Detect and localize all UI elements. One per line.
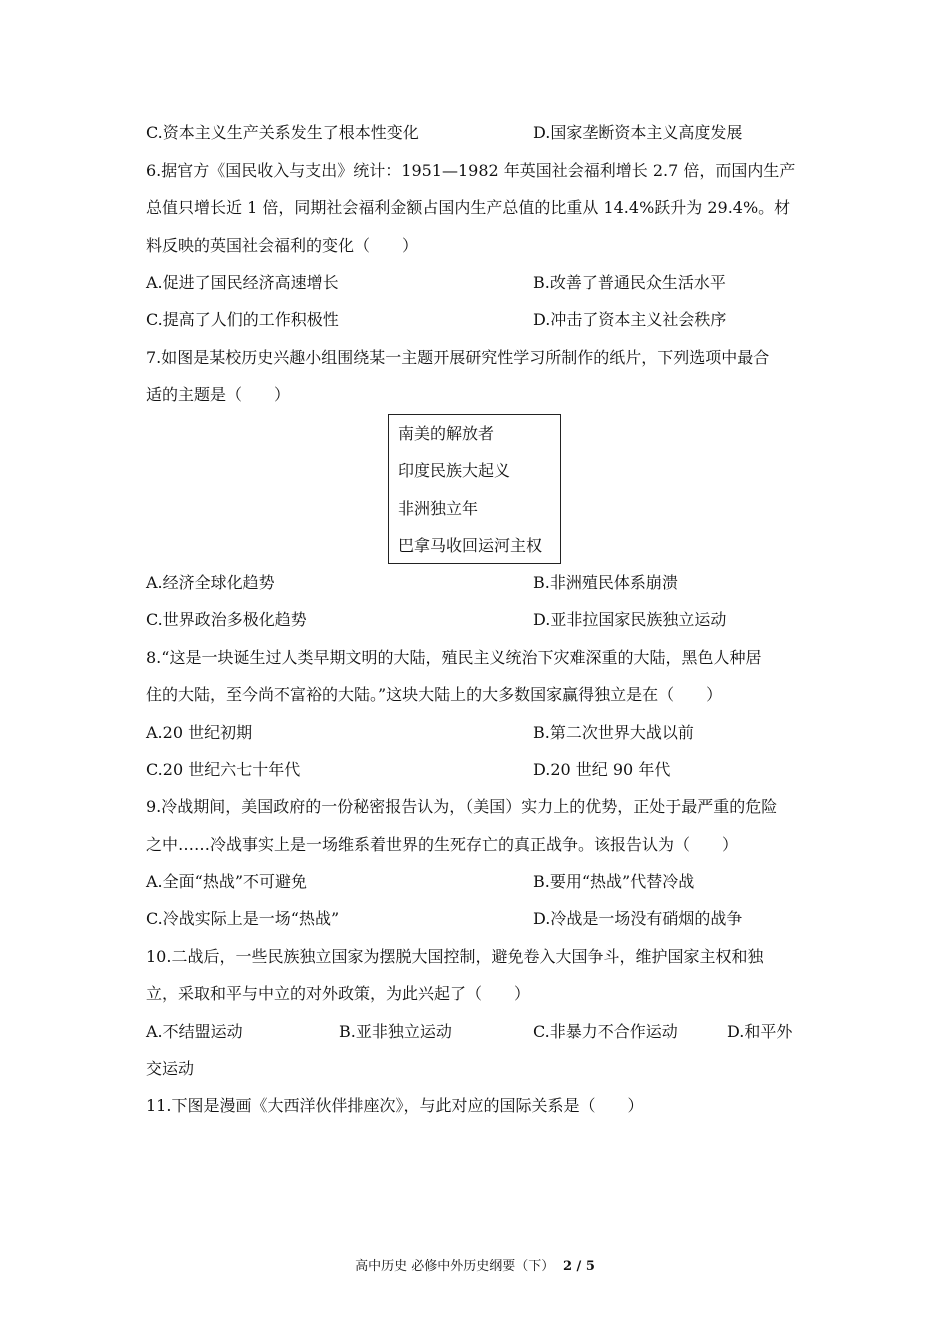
q7-card-item: 巴拿马收回运河主权 — [398, 536, 543, 555]
q8-option-a: A.20 世纪初期 — [146, 723, 253, 742]
q6-option-b: B.改善了普通民众生活水平 — [533, 273, 726, 292]
q10-stem-line-1: 10.二战后，一些民族独立国家为摆脱大国控制，避免卷入大国争斗，维护国家主权和独 — [146, 947, 764, 966]
footer-page-separator: / — [576, 1259, 582, 1274]
q7-option-b: B.非洲殖民体系崩溃 — [533, 573, 678, 592]
footer-page-number: 2 — [562, 1259, 572, 1274]
q5-option-c: C.资本主义生产关系发生了根本性变化 — [146, 123, 419, 142]
q9-stem-line-1: 9.冷战期间，美国政府的一份秘密报告认为，（美国）实力上的优势，正处于最严重的危险 — [146, 797, 778, 816]
q7-option-a: A.经济全球化趋势 — [146, 573, 275, 592]
q10-option-d-continued: 交运动 — [146, 1059, 195, 1078]
q8-option-d: D.20 世纪 90 年代 — [533, 760, 671, 779]
q7-card-item: 印度民族大起义 — [398, 461, 511, 480]
q5-option-d: D.国家垄断资本主义高度发展 — [533, 123, 743, 142]
q6-option-c: C.提高了人们的工作积极性 — [146, 310, 339, 329]
q10-option-c: C.非暴力不合作运动 — [533, 1022, 678, 1041]
q11-stem-line-1: 11.下图是漫画《大西洋伙伴排座次》，与此对应的国际关系是（ ） — [146, 1096, 644, 1115]
q9-option-b: B.要用“热战”代替冷战 — [533, 872, 695, 891]
q7-card-item: 南美的解放者 — [398, 424, 495, 443]
q10-option-b: B.亚非独立运动 — [339, 1022, 452, 1041]
q9-option-d: D.冷战是一场没有硝烟的战争 — [533, 909, 743, 928]
q8-option-c: C.20 世纪六七十年代 — [146, 760, 301, 779]
q7-option-c: C.世界政治多极化趋势 — [146, 610, 307, 629]
q7-stem-line-2: 适的主题是（ ） — [146, 385, 291, 404]
q9-option-a: A.全面“热战”不可避免 — [146, 872, 308, 891]
q8-stem-line-2: 住的大陆，至今尚不富裕的大陆。”这块大陆上的大多数国家赢得独立是在（ ） — [146, 685, 723, 704]
q10-option-a: A.不结盟运动 — [146, 1022, 243, 1041]
q8-option-b: B.第二次世界大战以前 — [533, 723, 694, 742]
q7-option-d: D.亚非拉国家民族独立运动 — [533, 610, 727, 629]
q10-stem-line-2: 立，采取和平与中立的对外政策，为此兴起了（ ） — [146, 984, 531, 1003]
footer-total-pages: 5 — [585, 1259, 595, 1274]
q6-stem-line-3: 料反映的英国社会福利的变化（ ） — [146, 236, 419, 255]
q7-card-item: 非洲独立年 — [398, 499, 479, 518]
q7-stem-line-1: 7.如图是某校历史兴趣小组围绕某一主题开展研究性学习所制作的纸片，下列选项中最合 — [146, 348, 770, 367]
footer-course-title: 高中历史 必修中外历史纲要（下） — [355, 1259, 555, 1274]
q9-option-c: C.冷战实际上是一场“热战” — [146, 909, 340, 928]
page-footer — [0, 1259, 950, 1275]
q7-topic-card — [388, 414, 561, 564]
q10-option-d: D.和平外 — [727, 1022, 793, 1041]
q8-stem-line-1: 8.“这是一块诞生过人类早期文明的大陆，殖民主义统治下灾难深重的大陆，黑色人种居 — [146, 648, 762, 667]
q9-stem-line-2: 之中……冷战事实上是一场维系着世界的生死存亡的真正战争。该报告认为（ ） — [146, 835, 739, 854]
q6-option-d: D.冲击了资本主义社会秩序 — [533, 310, 727, 329]
q6-stem-line-2: 总值只增长近 1 倍，同期社会福利金额占国内生产总值的比重从 14.4%跃升为 29.4%。材 — [146, 198, 791, 217]
q6-stem-line-1: 6.据官方《国民收入与支出》统计：1951—1982 年英国社会福利增长 2.7 倍，而国内生产 — [146, 161, 796, 180]
q6-option-a: A.促进了国民经济高速增长 — [146, 273, 339, 292]
